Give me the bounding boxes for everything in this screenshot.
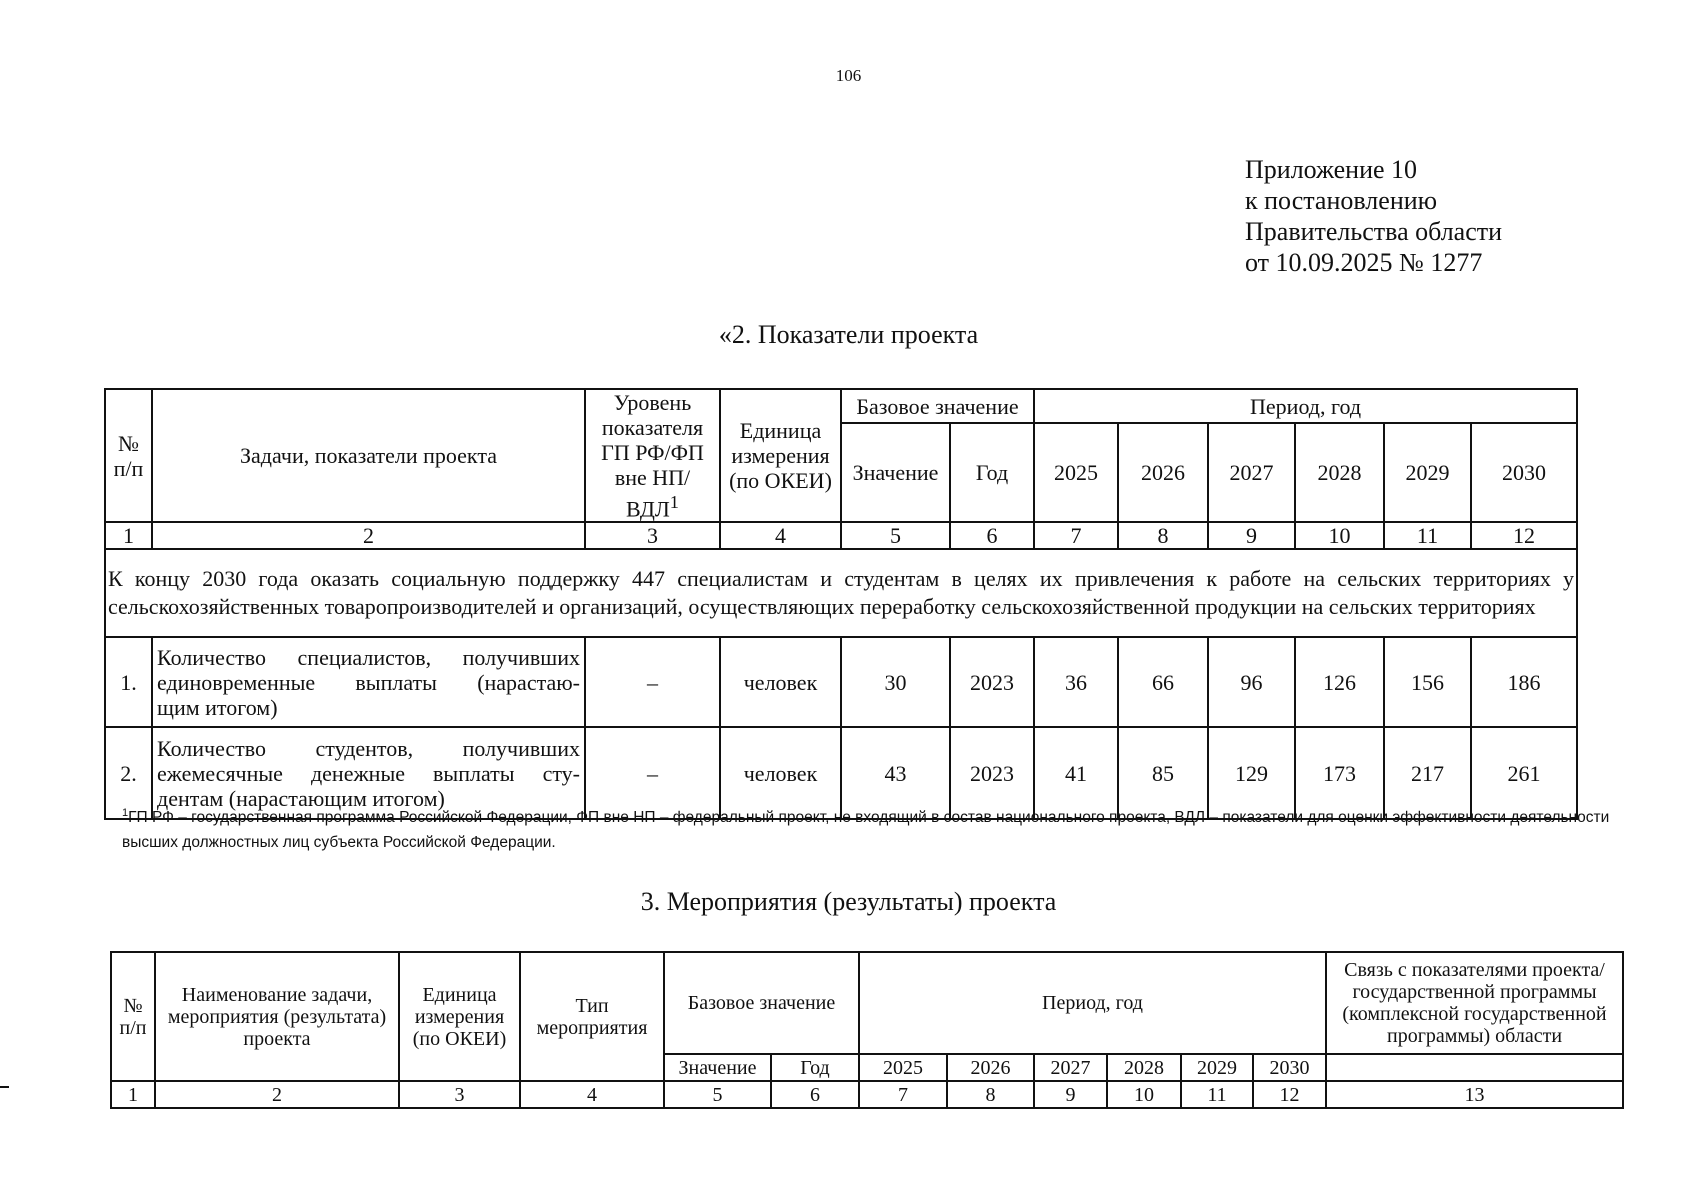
- col-number: 4: [520, 1081, 664, 1108]
- col-number: 9: [1208, 522, 1295, 549]
- row-base-year: 2023: [950, 727, 1034, 819]
- header-year-2030: 2030: [1253, 1054, 1326, 1081]
- row-task-line: Количество студентов, получивших: [157, 735, 580, 761]
- appendix-line: Приложение 10: [1245, 155, 1418, 184]
- col-number: 4: [720, 522, 841, 549]
- col-number: 9: [1034, 1081, 1107, 1108]
- col-number: 10: [1107, 1081, 1181, 1108]
- header-name: Наименование задачи, мероприятия (результата) проекта: [155, 952, 399, 1081]
- header-link-empty: [1326, 1054, 1623, 1081]
- page-number: 106: [835, 66, 862, 85]
- row-value-2026: 85: [1118, 727, 1208, 819]
- header-level: [585, 389, 720, 522]
- col-number: 5: [664, 1081, 771, 1108]
- header-num: № п/п: [111, 952, 155, 1081]
- row-value-2027: 129: [1208, 727, 1295, 819]
- row-value-2029: 156: [1384, 637, 1471, 727]
- row-task-line: единовременные выплаты (нарастаю-: [157, 669, 580, 695]
- col-number: 6: [950, 522, 1034, 549]
- row-task-line: щим итогом): [157, 694, 278, 720]
- activities-table: [110, 951, 1624, 1109]
- header-year: Год: [950, 423, 1034, 522]
- col-number: 7: [859, 1081, 947, 1108]
- row-value-2028: 126: [1295, 637, 1384, 727]
- header-base: Базовое значение: [664, 952, 859, 1054]
- col-number: 2: [152, 522, 585, 549]
- col-number: 6: [771, 1081, 859, 1108]
- header-year-2028: 2028: [1107, 1054, 1181, 1081]
- row-level: –: [585, 727, 720, 819]
- footnote-mark: 1: [122, 807, 129, 819]
- col-number: 5: [841, 522, 950, 549]
- col-number: 3: [585, 522, 720, 549]
- row-base-year: 2023: [950, 637, 1034, 727]
- row-unit: человек: [720, 637, 841, 727]
- row-task-line: дентам (нарастающим итогом): [157, 785, 445, 811]
- header-period: Период, год: [1034, 389, 1577, 423]
- col-number: 11: [1181, 1081, 1253, 1108]
- row-task-line: ежемесячные денежные выплаты сту-: [157, 760, 580, 786]
- header-base: Базовое значение: [841, 389, 1034, 423]
- row-task-line: Количество специалистов, получивших: [157, 644, 580, 670]
- header-link: Связь с показателями проекта/государственной программы (комплексной государственной программы) области: [1326, 952, 1623, 1054]
- row-value-2028: 173: [1295, 727, 1384, 819]
- goal-row: К концу 2030 года оказать социальную поддержку 447 специалистам и студентам в целях их привлечения к работе на сельских территориях у сельскохозяйственных товаропроизводителей и организаций, осуществляющих переработку сельскохозяйственной продукции на сельских территориях: [105, 549, 1577, 637]
- header-level-text: Уровень показателя ГП РФ/ФП вне НП/ВДЛ: [601, 390, 704, 522]
- row-task: [152, 637, 585, 727]
- header-unit: Единица измерения (по ОКЕИ): [720, 389, 841, 522]
- row-value-2026: 66: [1118, 637, 1208, 727]
- col-number: 1: [111, 1081, 155, 1108]
- header-year-2028: 2028: [1295, 423, 1384, 522]
- row-value-2027: 96: [1208, 637, 1295, 727]
- row-value-2030: 186: [1471, 637, 1577, 727]
- col-number: 8: [947, 1081, 1034, 1108]
- col-number: 13: [1326, 1081, 1623, 1108]
- header-num: № п/п: [105, 389, 152, 522]
- section3-title: 3. Мероприятия (результаты) проекта: [640, 887, 1057, 916]
- col-number: 12: [1253, 1081, 1326, 1108]
- row-base-value: 43: [841, 727, 950, 819]
- header-year-2030: 2030: [1471, 423, 1577, 522]
- col-number: 8: [1118, 522, 1208, 549]
- header-year-2027: 2027: [1034, 1054, 1107, 1081]
- header-year-2029: 2029: [1181, 1054, 1253, 1081]
- header-year-2025: 2025: [1034, 423, 1118, 522]
- header-unit: Единица измерения (по ОКЕИ): [399, 952, 520, 1081]
- section2-title: «2. Показатели проекта: [718, 320, 979, 349]
- header-type: Тип мероприятия: [520, 952, 664, 1081]
- header-year-2026: 2026: [1118, 423, 1208, 522]
- header-year: Год: [771, 1054, 859, 1081]
- appendix-note: [1245, 154, 1502, 278]
- col-number: 1: [105, 522, 152, 549]
- header-year-2027: 2027: [1208, 423, 1295, 522]
- header-period: Период, год: [859, 952, 1326, 1054]
- col-number: 12: [1471, 522, 1577, 549]
- appendix-line: от 10.09.2025 № 1277: [1245, 248, 1483, 277]
- header-value: Значение: [664, 1054, 771, 1081]
- header-year-2026: 2026: [947, 1054, 1034, 1081]
- row-level: –: [585, 637, 720, 727]
- header-task: Задачи, показатели проекта: [152, 389, 585, 522]
- footnote-text: ГП РФ – государственная программа Российской Федерации, ФП вне НП – федеральный проект, не входящий в состав национального проекта, ВДЛ – показатели для оценки эффективности деятельности высших должностных лиц субъекта Российской Федерации.: [122, 809, 1610, 852]
- appendix-line: Правительства области: [1245, 217, 1503, 246]
- margin-mark: [0, 1086, 9, 1088]
- row-value-2025: 41: [1034, 727, 1118, 819]
- row-value-2025: 36: [1034, 637, 1118, 727]
- indicators-table: [104, 388, 1578, 820]
- row-value-2030: 261: [1471, 727, 1577, 819]
- row-value-2029: 217: [1384, 727, 1471, 819]
- row-num: 1.: [105, 637, 152, 727]
- col-number: 11: [1384, 522, 1471, 549]
- col-number: 3: [399, 1081, 520, 1108]
- row-base-value: 30: [841, 637, 950, 727]
- col-number: 10: [1295, 522, 1384, 549]
- header-year-2029: 2029: [1384, 423, 1471, 522]
- row-unit: человек: [720, 727, 841, 819]
- header-value: Значение: [841, 423, 950, 522]
- appendix-line: к постановлению: [1245, 186, 1438, 215]
- col-number: 2: [155, 1081, 399, 1108]
- footnote-ref: 1: [669, 492, 679, 512]
- row-num: 2.: [105, 727, 152, 819]
- col-number: 7: [1034, 522, 1118, 549]
- header-year-2025: 2025: [859, 1054, 947, 1081]
- footnote: [122, 801, 1642, 855]
